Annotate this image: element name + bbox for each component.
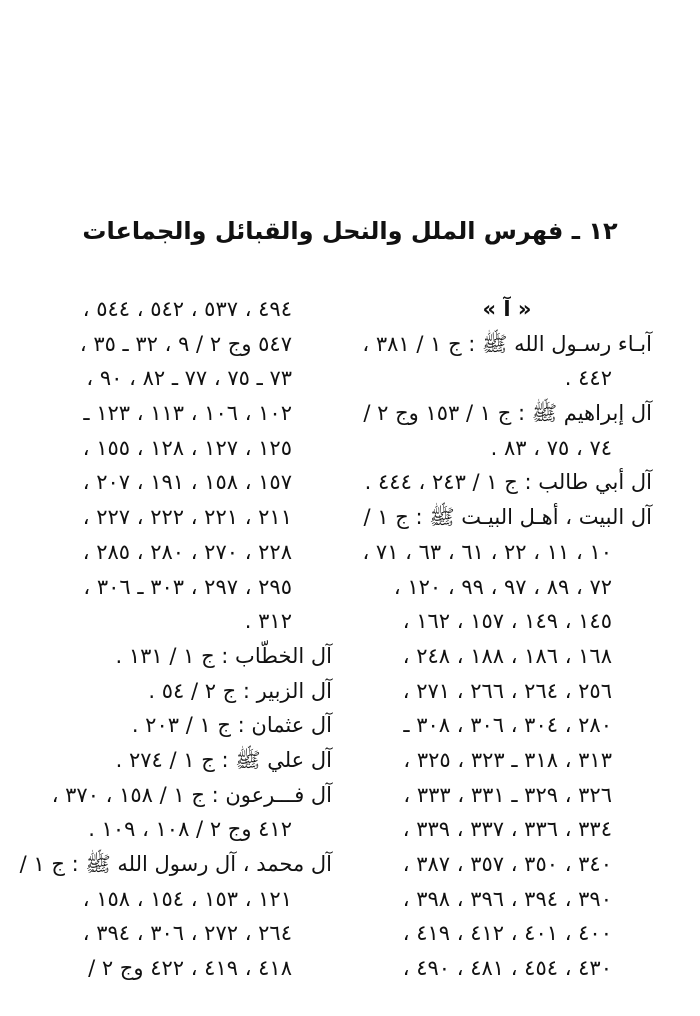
index-entry-continuation: ٣٩٠ ، ٣٩٤ ، ٣٩٦ ، ٣٩٨ ، xyxy=(402,886,612,911)
index-entry: آل عثمان : ج ١ / ٢٠٣ . xyxy=(131,713,332,738)
index-entry: آل الخطّاب : ج ١ / ١٣١ . xyxy=(115,643,332,668)
index-entry: آل علي ﷺ : ج ١ / ٢٧٤ . xyxy=(115,747,332,772)
index-entry: آل البيت ، أهـل البيـت ﷺ : ج ١ / xyxy=(363,505,652,530)
index-entry-continuation: ٤٠٠ ، ٤٠١ ، ٤١٢ ، ٤١٩ ، xyxy=(402,921,612,946)
index-entry-continuation: ٤١٨ ، ٤١٩ ، ٤٢٢ وج ٢ / xyxy=(88,956,292,981)
index-entry: آل فـــرعون : ج ١ / ١٥٨ ، ٣٧٠ ، xyxy=(51,782,332,807)
index-entry-continuation: ٣١٢ . xyxy=(244,609,292,634)
index-entry-continuation: ١٤٥ ، ١٤٩ ، ١٥٧ ، ١٦٢ ، xyxy=(402,609,612,634)
index-entry-continuation: ١٠٢ ، ١٠٦ ، ١١٣ ، ١٢٣ ـ xyxy=(83,401,292,426)
index-entry-continuation: ٢٨٠ ، ٣٠٤ ، ٣٠٦ ، ٣٠٨ ـ xyxy=(403,713,612,738)
index-entry-continuation: ٢٩٥ ، ٢٩٧ ، ٣٠٣ ـ ٣٠٦ ، xyxy=(83,574,292,599)
index-entry: آل إبراهيم ﷺ : ج ١ / ١٥٣ وج ٢ / xyxy=(363,401,652,426)
index-entry: آل أبي طالب : ج ١ / ٢٤٣ ، ٤٤٤ . xyxy=(364,470,652,495)
index-entry-continuation: ١٠ ، ١١ ، ٢٢ ، ٦١ ، ٦٣ ، ٧١ ، xyxy=(362,539,612,564)
index-entry-continuation: ١٥٧ ، ١٥٨ ، ١٩١ ، ٢٠٧ ، xyxy=(82,470,292,495)
index-entry-continuation: ٢٢٨ ، ٢٧٠ ، ٢٨٠ ، ٢٨٥ ، xyxy=(82,539,292,564)
index-entry-continuation: ٢٥٦ ، ٢٦٤ ، ٢٦٦ ، ٢٧١ ، xyxy=(402,678,612,703)
index-entry-continuation: ٤٤٢ . xyxy=(564,366,612,391)
index-entry-continuation: ٧٣ ـ ٧٥ ، ٧٧ ـ ٨٢ ، ٩٠ ، xyxy=(86,366,292,391)
index-entry-continuation: ٢١١ ، ٢٢١ ، ٢٢٢ ، ٢٢٧ ، xyxy=(82,505,292,530)
index-entry-continuation: ٧٤ ، ٧٥ ، ٨٣ . xyxy=(490,435,612,460)
index-entry-continuation: ٣٢٦ ، ٣٢٩ ـ ٣٣١ ، ٣٣٣ ، xyxy=(403,782,612,807)
index-entry-continuation: ١٢٥ ، ١٢٧ ، ١٢٨ ، ١٥٥ ، xyxy=(82,435,292,460)
index-entry: آل الزبير : ج ٢ / ٥٤ . xyxy=(148,678,332,703)
index-entry-continuation: ٣٣٤ ، ٣٣٦ ، ٣٣٧ ، ٣٣٩ ، xyxy=(402,817,612,842)
index-entry-continuation: ٤١٢ وج ٢ / ١٠٨ ، ١٠٩ . xyxy=(88,817,292,842)
section-letter-heading: « آ » xyxy=(482,297,532,321)
index-entry: آبـاء رسـول الله ﷺ : ج ١ / ٣٨١ ، xyxy=(362,331,652,356)
index-entry-continuation: ٤٩٤ ، ٥٣٧ ، ٥٤٢ ، ٥٤٤ ، xyxy=(82,297,292,321)
index-entry-continuation: ٣٤٠ ، ٣٥٠ ، ٣٥٧ ، ٣٨٧ ، xyxy=(402,852,612,876)
index-entry-continuation: ٤٣٠ ، ٤٥٤ ، ٤٨١ ، ٤٩٠ ، xyxy=(402,956,612,981)
index-entry-continuation: ٢٦٤ ، ٢٧٢ ، ٣٠٦ ، ٣٩٤ ، xyxy=(82,921,292,946)
index-entry-continuation: ١٢١ ، ١٥٣ ، ١٥٤ ، ١٥٨ ، xyxy=(82,886,292,911)
index-column-left xyxy=(19,292,332,986)
page-title: ١٢ ـ فهرس الملل والنحل والقبائل والجماعات xyxy=(82,217,618,245)
index-entry-continuation: ٣١٣ ، ٣١٨ ـ ٣٢٣ ، ٣٢٥ ، xyxy=(403,747,612,772)
index-entry-continuation: ٥٤٧ وج ٢ / ٩ ، ٣٢ ـ ٣٥ ، xyxy=(79,331,292,356)
index-entry-continuation: ١٦٨ ، ١٨٦ ، ١٨٨ ، ٢٤٨ ، xyxy=(402,643,612,668)
index-column-right xyxy=(362,292,652,986)
index-entry-continuation: ٧٢ ، ٨٩ ، ٩٧ ، ٩٩ ، ١٢٠ ، xyxy=(393,574,612,599)
index-entry: آل محمد ، آل رسول الله ﷺ : ج ١ / xyxy=(19,852,332,876)
